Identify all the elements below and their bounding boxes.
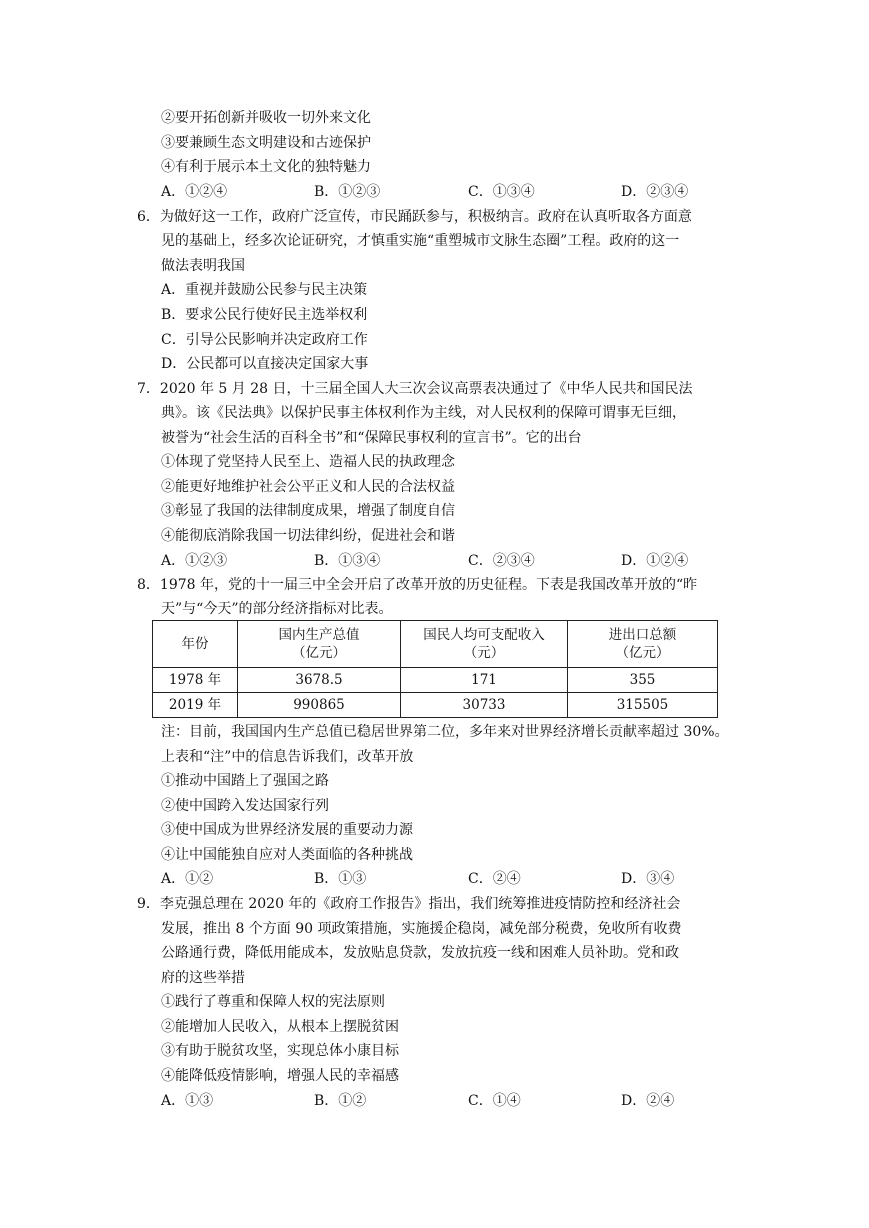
table-cell: 171 [401, 668, 568, 693]
q5-item: ④有利于展示本土文化的独特魅力 [161, 159, 371, 175]
q5-option-c[interactable]: C．①③④ [468, 184, 535, 200]
table-row [153, 668, 718, 693]
q7-item: ④能彻底消除我国一切法律纠纷，促进社会和谐 [161, 528, 455, 544]
q6-stem-line: 6．为做好这一工作，政府广泛宣传，市民踊跃参与，积极纳言。政府在认真听取各方面意 [137, 209, 692, 225]
q9-stem-line: 9．李克强总理在 2020 年的《政府工作报告》指出，我们统筹推进疫情防控和经济社会 [137, 896, 681, 912]
table-header-row [153, 621, 718, 668]
q6-stem-line: 见的基础上，经多次论证研究，才慎重实施“重塑城市文脉生态圈”工程。政府的这一 [161, 233, 680, 249]
q7-item: ①体现了党坚持人民至上、造福人民的执政理念 [161, 454, 455, 470]
table-header-cell: 年份 [153, 621, 238, 668]
q8-item: ②使中国跨入发达国家行列 [161, 798, 329, 814]
q8-option-a[interactable]: A．①② [161, 871, 214, 887]
table-cell: 30733 [401, 693, 568, 718]
q8-option-c[interactable]: C．②④ [468, 871, 521, 887]
table-cell: 990865 [238, 693, 401, 718]
table-cell: 3678.5 [238, 668, 401, 693]
q9-stem-line: 公路通行费，降低用能成本，发放贴息贷款，发放抗疫一线和困难人员补助。党和政 [161, 945, 679, 961]
q6-option-b[interactable]: B．要求公民行使好民主选举权利 [161, 307, 368, 323]
q8-stem: 上表和“注”中的信息告诉我们，改革开放 [161, 749, 414, 765]
q9-option-c[interactable]: C．①④ [468, 1093, 521, 1109]
q8-stem-line: 8．1978 年，党的十一届三中全会开启了改革开放的历史征程。下表是我国改革开放的“昨 [137, 577, 698, 593]
q7-item: ③彰显了我国的法律制度成果，增强了制度自信 [161, 503, 455, 519]
q9-stem-line: 发展，推出 8 个方面 90 项政策措施，实施援企稳岗，减免部分税费，免收所有收费 [161, 921, 682, 937]
q9-item: ②能增加人民收入，从根本上摆脱贫困 [161, 1019, 399, 1035]
q6-stem-line: 做法表明我国 [161, 258, 245, 274]
q8-option-b[interactable]: B．①③ [314, 871, 367, 887]
q6-option-d[interactable]: D．公民都可以直接决定国家大事 [161, 356, 369, 372]
q9-stem-line: 府的这些举措 [161, 970, 245, 986]
table-cell: 315505 [568, 693, 718, 718]
q9-option-a[interactable]: A．①③ [161, 1093, 214, 1109]
table-header-cell: 国民人均可支配收入 （元） [401, 621, 568, 668]
q9-item: ①践行了尊重和保障人权的宪法原则 [161, 994, 385, 1010]
q7-option-d[interactable]: D．①②④ [621, 553, 689, 569]
economic-indicators-table [152, 620, 718, 718]
q5-option-d[interactable]: D．②③④ [621, 184, 689, 200]
q5-item: ②要开拓创新并吸收一切外来文化 [161, 110, 371, 126]
q7-stem-line: 典》。该《民法典》以保护民事主体权利作为主线，对人民权利的保障可谓事无巨细， [161, 405, 686, 421]
q9-item: ④能降低疫情影响，增强人民的幸福感 [161, 1068, 399, 1084]
table-row [153, 693, 718, 718]
q8-note: 注：目前，我国国内生产总值已稳居世界第二位，多年来对世界经济增长贡献率超过 30%。 [161, 724, 729, 740]
q6-option-c[interactable]: C．引导公民影响并决定政府工作 [161, 332, 368, 348]
q8-item: ①推动中国踏上了强国之路 [161, 773, 329, 789]
q9-option-b[interactable]: B．①② [314, 1093, 367, 1109]
q6-option-a[interactable]: A．重视并鼓励公民参与民主决策 [161, 282, 368, 298]
q7-option-b[interactable]: B．①③④ [314, 553, 381, 569]
q8-stem-line: 天”与“今天”的部分经济指标对比表。 [161, 601, 393, 617]
q8-item: ④让中国能独自应对人类面临的各种挑战 [161, 847, 413, 863]
table-header-cell: 国内生产总值 （亿元） [238, 621, 401, 668]
q5-item: ③要兼顾生态文明建设和古迹保护 [161, 135, 371, 151]
q7-option-a[interactable]: A．①②③ [161, 553, 228, 569]
q7-option-c[interactable]: C．②③④ [468, 553, 535, 569]
q7-item: ②能更好地维护社会公平正义和人民的合法权益 [161, 479, 455, 495]
table-cell: 2019 年 [153, 693, 238, 718]
q8-item: ③使中国成为世界经济发展的重要动力源 [161, 822, 413, 838]
table-cell: 1978 年 [153, 668, 238, 693]
q7-stem-line: 被誉为“社会生活的百科全书”和“保障民事权利的宣言书”。它的出台 [161, 430, 582, 446]
q9-option-d[interactable]: D．②④ [621, 1093, 675, 1109]
q8-option-d[interactable]: D．③④ [621, 871, 675, 887]
table-header-cell: 进出口总额 （亿元） [568, 621, 718, 668]
q5-option-a[interactable]: A．①②④ [161, 184, 228, 200]
q9-item: ③有助于脱贫攻坚，实现总体小康目标 [161, 1043, 399, 1059]
q7-stem-line: 7．2020 年 5 月 28 日，十三届全国人大三次会议高票表决通过了《中华人民共和国民法 [137, 381, 693, 397]
q5-option-b[interactable]: B．①②③ [314, 184, 381, 200]
table-cell: 355 [568, 668, 718, 693]
